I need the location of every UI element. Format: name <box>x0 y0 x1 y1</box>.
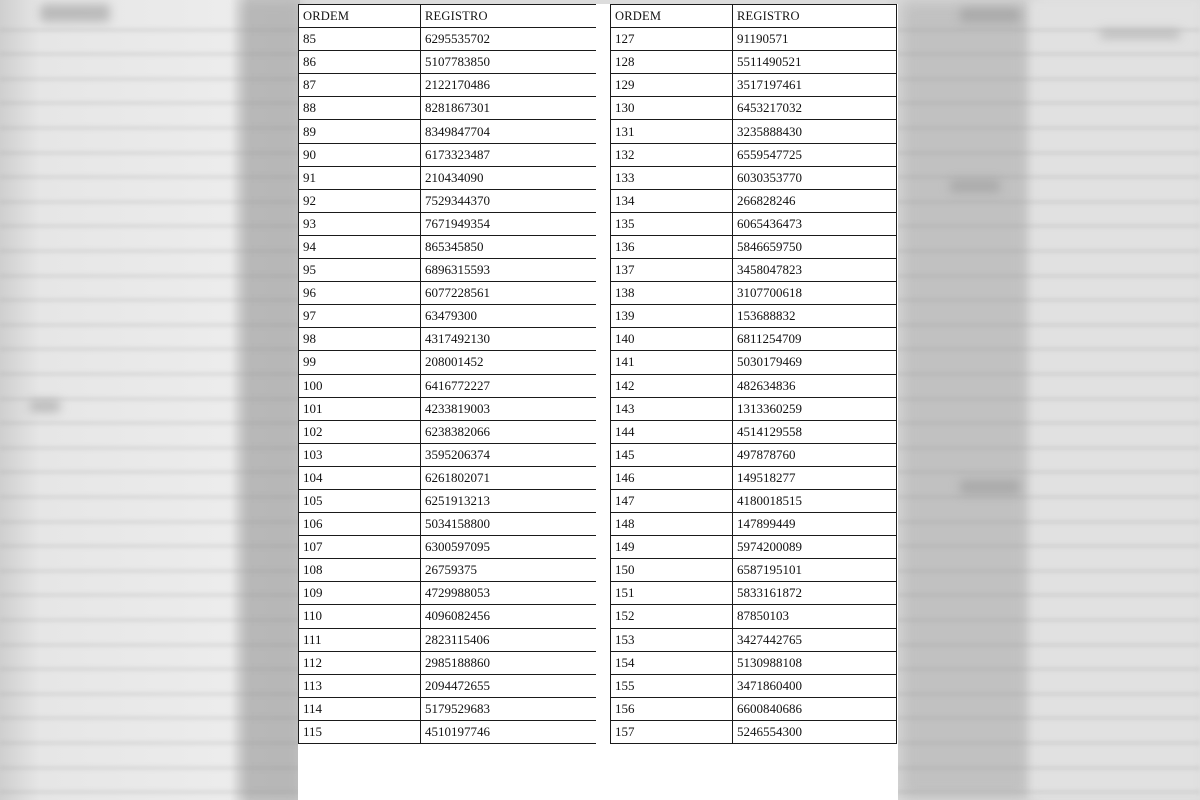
registro-cell: 6030353770 <box>733 166 897 189</box>
registro-cell: 6453217032 <box>733 97 897 120</box>
ordem-cell: 133 <box>611 166 733 189</box>
registro-cell: 3517197461 <box>733 74 897 97</box>
registro-cell: 5974200089 <box>733 536 897 559</box>
registro-cell: 6896315593 <box>421 259 597 282</box>
registro-cell: 5846659750 <box>733 235 897 258</box>
header-ordem: ORDEM <box>611 5 733 28</box>
registro-cell: 5511490521 <box>733 51 897 74</box>
registry-table-right <box>610 4 897 744</box>
ordem-cell: 95 <box>299 259 421 282</box>
ordem-cell: 145 <box>611 443 733 466</box>
ordem-cell: 108 <box>299 559 421 582</box>
table-row <box>611 51 897 74</box>
table-row <box>299 559 597 582</box>
registry-table-left-body <box>299 5 597 744</box>
registro-cell: 6587195101 <box>733 559 897 582</box>
table-row <box>299 74 597 97</box>
ordem-cell: 142 <box>611 374 733 397</box>
table-row <box>611 559 897 582</box>
registro-cell: 26759375 <box>421 559 597 582</box>
registro-cell: 8281867301 <box>421 97 597 120</box>
ordem-cell: 109 <box>299 582 421 605</box>
table-row <box>611 720 897 743</box>
ordem-cell: 104 <box>299 466 421 489</box>
table-row <box>299 212 597 235</box>
registro-cell: 5034158800 <box>421 513 597 536</box>
ordem-cell: 115 <box>299 720 421 743</box>
ordem-cell: 110 <box>299 605 421 628</box>
table-row <box>299 582 597 605</box>
registro-cell: 149518277 <box>733 466 897 489</box>
ordem-cell: 157 <box>611 720 733 743</box>
registro-cell: 5107783850 <box>421 51 597 74</box>
ordem-cell: 127 <box>611 28 733 51</box>
registro-cell: 6416772227 <box>421 374 597 397</box>
registro-cell: 91190571 <box>733 28 897 51</box>
table-row <box>611 628 897 651</box>
table-row <box>299 120 597 143</box>
table-row <box>299 166 597 189</box>
ordem-cell: 143 <box>611 397 733 420</box>
registro-cell: 6261802071 <box>421 466 597 489</box>
registro-cell: 147899449 <box>733 513 897 536</box>
ordem-cell: 130 <box>611 97 733 120</box>
table-row <box>299 328 597 351</box>
table-row <box>299 466 597 489</box>
table-row <box>611 212 897 235</box>
ordem-cell: 86 <box>299 51 421 74</box>
registro-cell: 865345850 <box>421 235 597 258</box>
ordem-cell: 107 <box>299 536 421 559</box>
table-row <box>299 97 597 120</box>
table-row <box>611 351 897 374</box>
registro-cell: 7529344370 <box>421 189 597 212</box>
ordem-cell: 106 <box>299 513 421 536</box>
registro-cell: 63479300 <box>421 305 597 328</box>
ordem-cell: 129 <box>611 74 733 97</box>
registro-cell: 5030179469 <box>733 351 897 374</box>
registro-cell: 2122170486 <box>421 74 597 97</box>
registro-cell: 4510197746 <box>421 720 597 743</box>
ordem-cell: 113 <box>299 674 421 697</box>
ordem-cell: 153 <box>611 628 733 651</box>
ordem-cell: 148 <box>611 513 733 536</box>
registro-cell: 6238382066 <box>421 420 597 443</box>
ordem-cell: 149 <box>611 536 733 559</box>
table-row <box>611 305 897 328</box>
table-row <box>299 259 597 282</box>
ordem-cell: 105 <box>299 489 421 512</box>
table-row <box>611 143 897 166</box>
ordem-cell: 90 <box>299 143 421 166</box>
table-row <box>611 513 897 536</box>
ordem-cell: 135 <box>611 212 733 235</box>
ordem-cell: 92 <box>299 189 421 212</box>
registro-cell: 4233819003 <box>421 397 597 420</box>
ordem-cell: 87 <box>299 74 421 97</box>
table-row <box>611 420 897 443</box>
table-row <box>611 166 897 189</box>
table-row <box>611 397 897 420</box>
registro-cell: 208001452 <box>421 351 597 374</box>
registro-cell: 4729988053 <box>421 582 597 605</box>
ordem-cell: 101 <box>299 397 421 420</box>
ordem-cell: 112 <box>299 651 421 674</box>
table-row <box>299 443 597 466</box>
table-row <box>611 28 897 51</box>
registro-cell: 1313360259 <box>733 397 897 420</box>
ordem-cell: 138 <box>611 282 733 305</box>
ordem-cell: 128 <box>611 51 733 74</box>
ordem-cell: 103 <box>299 443 421 466</box>
registro-cell: 6173323487 <box>421 143 597 166</box>
table-row <box>611 189 897 212</box>
ordem-cell: 96 <box>299 282 421 305</box>
registro-cell: 3595206374 <box>421 443 597 466</box>
ordem-cell: 150 <box>611 559 733 582</box>
registro-cell: 4180018515 <box>733 489 897 512</box>
ordem-cell: 98 <box>299 328 421 351</box>
header-ordem: ORDEM <box>299 5 421 28</box>
table-row <box>299 628 597 651</box>
table-row <box>299 282 597 305</box>
ordem-cell: 132 <box>611 143 733 166</box>
table-row <box>611 651 897 674</box>
table-row <box>299 235 597 258</box>
registro-cell: 2985188860 <box>421 651 597 674</box>
table-row <box>299 305 597 328</box>
header-registro: REGISTRO <box>733 5 897 28</box>
registro-cell: 3427442765 <box>733 628 897 651</box>
ordem-cell: 154 <box>611 651 733 674</box>
table-row <box>299 651 597 674</box>
table-row <box>299 143 597 166</box>
table-row <box>299 397 597 420</box>
ordem-cell: 151 <box>611 582 733 605</box>
registro-cell: 2823115406 <box>421 628 597 651</box>
registro-cell: 6600840686 <box>733 697 897 720</box>
ordem-cell: 140 <box>611 328 733 351</box>
table-row <box>299 720 597 743</box>
registro-cell: 3107700618 <box>733 282 897 305</box>
ordem-cell: 97 <box>299 305 421 328</box>
table-row <box>611 605 897 628</box>
registro-cell: 6077228561 <box>421 282 597 305</box>
registro-cell: 266828246 <box>733 189 897 212</box>
ordem-cell: 137 <box>611 259 733 282</box>
registro-cell: 87850103 <box>733 605 897 628</box>
ordem-cell: 93 <box>299 212 421 235</box>
ordem-cell: 134 <box>611 189 733 212</box>
ordem-cell: 100 <box>299 374 421 397</box>
table-row <box>299 536 597 559</box>
table-header-row <box>611 5 897 28</box>
registro-cell: 4096082456 <box>421 605 597 628</box>
registro-cell: 6295535702 <box>421 28 597 51</box>
ordem-cell: 99 <box>299 351 421 374</box>
ordem-cell: 152 <box>611 605 733 628</box>
table-row <box>299 51 597 74</box>
table-row <box>611 536 897 559</box>
registry-table-left <box>298 4 597 744</box>
registro-cell: 2094472655 <box>421 674 597 697</box>
table-row <box>299 374 597 397</box>
table-row <box>299 489 597 512</box>
table-header-row <box>299 5 597 28</box>
ordem-cell: 102 <box>299 420 421 443</box>
table-row <box>611 282 897 305</box>
ordem-cell: 91 <box>299 166 421 189</box>
table-row <box>611 674 897 697</box>
registro-cell: 5246554300 <box>733 720 897 743</box>
registry-table-right-body <box>611 5 897 744</box>
table-row <box>299 420 597 443</box>
ordem-cell: 144 <box>611 420 733 443</box>
registro-cell: 6065436473 <box>733 212 897 235</box>
registro-cell: 5179529683 <box>421 697 597 720</box>
table-row <box>611 489 897 512</box>
table-row <box>611 235 897 258</box>
table-row <box>299 351 597 374</box>
registro-cell: 6559547725 <box>733 143 897 166</box>
table-row <box>299 674 597 697</box>
table-row <box>611 697 897 720</box>
ordem-cell: 111 <box>299 628 421 651</box>
table-row <box>299 513 597 536</box>
registro-cell: 153688832 <box>733 305 897 328</box>
ordem-cell: 141 <box>611 351 733 374</box>
ordem-cell: 139 <box>611 305 733 328</box>
table-row <box>611 328 897 351</box>
registro-cell: 482634836 <box>733 374 897 397</box>
ordem-cell: 85 <box>299 28 421 51</box>
ordem-cell: 94 <box>299 235 421 258</box>
registro-cell: 5833161872 <box>733 582 897 605</box>
ordem-cell: 146 <box>611 466 733 489</box>
registro-cell: 3471860400 <box>733 674 897 697</box>
table-row <box>611 120 897 143</box>
registro-cell: 3458047823 <box>733 259 897 282</box>
registro-cell: 8349847704 <box>421 120 597 143</box>
registro-cell: 5130988108 <box>733 651 897 674</box>
registro-cell: 3235888430 <box>733 120 897 143</box>
table-row <box>611 97 897 120</box>
table-row <box>611 582 897 605</box>
table-row <box>299 189 597 212</box>
registro-cell: 6300597095 <box>421 536 597 559</box>
table-row <box>611 466 897 489</box>
registro-cell: 4317492130 <box>421 328 597 351</box>
ordem-cell: 147 <box>611 489 733 512</box>
ordem-cell: 131 <box>611 120 733 143</box>
registro-cell: 7671949354 <box>421 212 597 235</box>
ordem-cell: 156 <box>611 697 733 720</box>
ordem-cell: 136 <box>611 235 733 258</box>
table-row <box>611 259 897 282</box>
registro-cell: 4514129558 <box>733 420 897 443</box>
table-row <box>611 443 897 466</box>
table-row <box>299 605 597 628</box>
ordem-cell: 155 <box>611 674 733 697</box>
table-row <box>299 697 597 720</box>
header-registro: REGISTRO <box>421 5 597 28</box>
document-page <box>298 4 898 800</box>
table-row <box>611 374 897 397</box>
registro-cell: 497878760 <box>733 443 897 466</box>
ordem-cell: 114 <box>299 697 421 720</box>
registro-cell: 6811254709 <box>733 328 897 351</box>
registro-cell: 6251913213 <box>421 489 597 512</box>
ordem-cell: 89 <box>299 120 421 143</box>
registro-cell: 210434090 <box>421 166 597 189</box>
table-row <box>611 74 897 97</box>
table-row <box>299 28 597 51</box>
column-gap <box>596 4 610 800</box>
ordem-cell: 88 <box>299 97 421 120</box>
